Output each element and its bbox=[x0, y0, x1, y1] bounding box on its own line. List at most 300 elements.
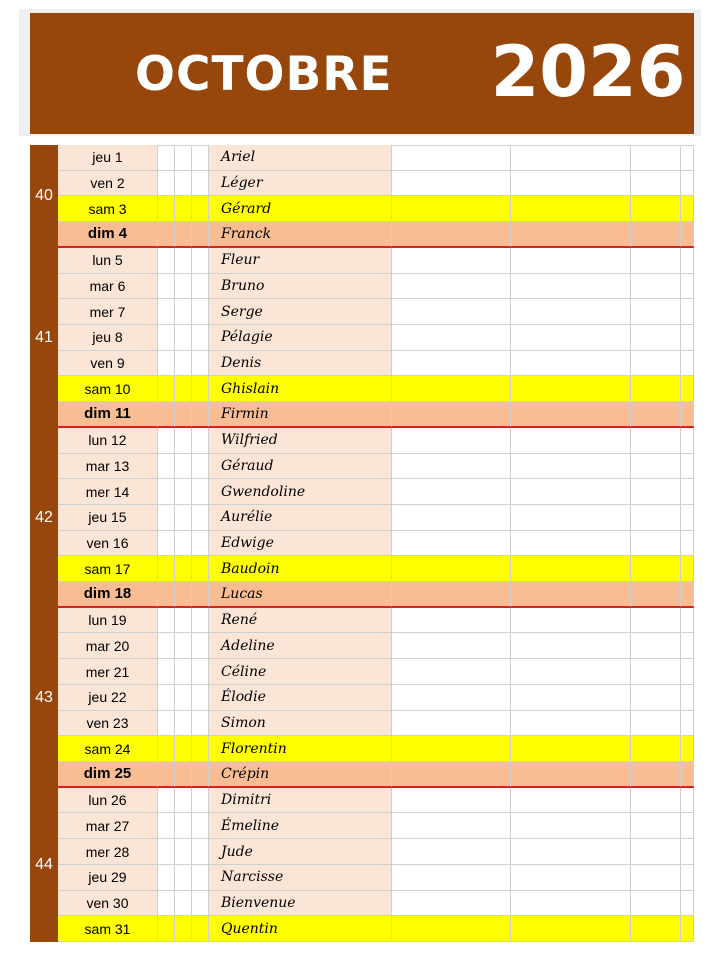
day-row bbox=[58, 659, 694, 685]
note-cell[interactable] bbox=[681, 556, 694, 582]
note-cell[interactable] bbox=[631, 222, 681, 247]
note-cell[interactable] bbox=[631, 839, 681, 865]
note-cell[interactable] bbox=[192, 325, 209, 351]
note-cell[interactable] bbox=[511, 274, 631, 300]
note-cell[interactable] bbox=[175, 222, 192, 247]
note-cell[interactable] bbox=[392, 736, 511, 762]
note-cell[interactable] bbox=[192, 685, 209, 711]
note-cell[interactable] bbox=[511, 376, 631, 402]
note-cell[interactable] bbox=[175, 685, 192, 711]
note-cell[interactable] bbox=[158, 274, 175, 300]
note-cell[interactable] bbox=[392, 608, 511, 634]
note-cell[interactable] bbox=[175, 531, 192, 557]
note-cell[interactable] bbox=[511, 659, 631, 685]
day-row bbox=[58, 711, 694, 737]
note-cell[interactable] bbox=[511, 428, 631, 454]
calendar-header bbox=[30, 13, 694, 134]
note-cell[interactable] bbox=[631, 685, 681, 711]
note-cell[interactable] bbox=[511, 685, 631, 711]
note-cell[interactable] bbox=[158, 505, 175, 531]
note-cell[interactable] bbox=[158, 762, 175, 787]
note-cell[interactable] bbox=[175, 351, 192, 377]
note-cell[interactable] bbox=[158, 531, 175, 557]
note-cell[interactable] bbox=[511, 531, 631, 557]
note-cell[interactable] bbox=[511, 248, 631, 274]
note-cell[interactable] bbox=[392, 376, 511, 402]
note-cell[interactable] bbox=[681, 145, 694, 171]
day-row bbox=[58, 839, 694, 865]
day-label: lun 26 bbox=[58, 788, 158, 814]
note-cell[interactable] bbox=[631, 171, 681, 197]
note-cell[interactable] bbox=[158, 788, 175, 814]
note-cell[interactable] bbox=[158, 402, 175, 427]
day-row bbox=[58, 788, 694, 814]
note-cell[interactable] bbox=[192, 428, 209, 454]
saint-name: Franck bbox=[209, 222, 392, 247]
note-cell[interactable] bbox=[631, 582, 681, 607]
note-cell[interactable] bbox=[175, 274, 192, 300]
note-cell[interactable] bbox=[681, 608, 694, 634]
note-cell[interactable] bbox=[175, 891, 192, 917]
note-cell[interactable] bbox=[392, 531, 511, 557]
note-cell[interactable] bbox=[392, 659, 511, 685]
day-label: jeu 8 bbox=[58, 325, 158, 351]
note-cell[interactable] bbox=[392, 454, 511, 480]
note-cell[interactable] bbox=[392, 248, 511, 274]
note-cell[interactable] bbox=[681, 762, 694, 787]
note-cell[interactable] bbox=[192, 788, 209, 814]
note-cell[interactable] bbox=[158, 839, 175, 865]
saint-name: Ariel bbox=[209, 145, 392, 171]
note-cell[interactable] bbox=[681, 402, 694, 427]
day-label: sam 17 bbox=[58, 556, 158, 582]
note-cell[interactable] bbox=[392, 813, 511, 839]
note-cell[interactable] bbox=[392, 891, 511, 917]
day-row bbox=[58, 376, 694, 402]
note-cell[interactable] bbox=[392, 685, 511, 711]
note-cell[interactable] bbox=[158, 325, 175, 351]
note-cell[interactable] bbox=[158, 556, 175, 582]
note-cell[interactable] bbox=[631, 736, 681, 762]
saint-name: Edwige bbox=[209, 531, 392, 557]
note-cell[interactable] bbox=[192, 531, 209, 557]
note-cell[interactable] bbox=[511, 891, 631, 917]
note-cell[interactable] bbox=[681, 916, 694, 942]
day-label: dim 25 bbox=[58, 762, 158, 787]
day-label: mar 27 bbox=[58, 813, 158, 839]
note-cell[interactable] bbox=[392, 582, 511, 607]
note-cell[interactable] bbox=[175, 171, 192, 197]
day-label: mar 6 bbox=[58, 274, 158, 300]
note-cell[interactable] bbox=[192, 736, 209, 762]
note-cell[interactable] bbox=[511, 505, 631, 531]
day-label: ven 16 bbox=[58, 531, 158, 557]
day-label: mer 7 bbox=[58, 299, 158, 325]
note-cell[interactable] bbox=[175, 711, 192, 737]
note-cell[interactable] bbox=[192, 865, 209, 891]
note-cell[interactable] bbox=[158, 736, 175, 762]
note-cell[interactable] bbox=[158, 916, 175, 942]
day-label: mer 14 bbox=[58, 479, 158, 505]
note-cell[interactable] bbox=[175, 248, 192, 274]
day-row bbox=[58, 582, 694, 608]
week-number: 43 bbox=[30, 608, 58, 788]
week-number: 41 bbox=[30, 248, 58, 428]
day-label: sam 24 bbox=[58, 736, 158, 762]
note-cell[interactable] bbox=[631, 299, 681, 325]
note-cell[interactable] bbox=[192, 582, 209, 607]
note-cell[interactable] bbox=[392, 222, 511, 247]
day-row bbox=[58, 248, 694, 274]
note-cell[interactable] bbox=[631, 196, 681, 222]
note-cell[interactable] bbox=[175, 839, 192, 865]
note-cell[interactable] bbox=[175, 505, 192, 531]
note-cell[interactable] bbox=[681, 171, 694, 197]
note-cell[interactable] bbox=[631, 633, 681, 659]
day-row bbox=[58, 685, 694, 711]
day-label: mer 28 bbox=[58, 839, 158, 865]
note-cell[interactable] bbox=[631, 351, 681, 377]
note-cell[interactable] bbox=[511, 916, 631, 942]
note-cell[interactable] bbox=[681, 685, 694, 711]
note-cell[interactable] bbox=[681, 351, 694, 377]
note-cell[interactable] bbox=[192, 711, 209, 737]
note-cell[interactable] bbox=[681, 222, 694, 247]
saint-name: René bbox=[209, 608, 392, 634]
note-cell[interactable] bbox=[631, 608, 681, 634]
note-cell[interactable] bbox=[392, 788, 511, 814]
note-cell[interactable] bbox=[631, 145, 681, 171]
note-cell[interactable] bbox=[681, 299, 694, 325]
note-cell[interactable] bbox=[158, 196, 175, 222]
note-cell[interactable] bbox=[175, 633, 192, 659]
day-label: ven 2 bbox=[58, 171, 158, 197]
note-cell[interactable] bbox=[175, 402, 192, 427]
note-cell[interactable] bbox=[158, 248, 175, 274]
note-cell[interactable] bbox=[392, 145, 511, 171]
note-cell[interactable] bbox=[392, 274, 511, 300]
saint-name: Crépin bbox=[209, 762, 392, 787]
saint-name: Pélagie bbox=[209, 325, 392, 351]
saint-name: Aurélie bbox=[209, 505, 392, 531]
day-label: mar 13 bbox=[58, 454, 158, 480]
day-row bbox=[58, 299, 694, 325]
note-cell[interactable] bbox=[511, 736, 631, 762]
day-row bbox=[58, 222, 694, 248]
month-title: OCTOBRE bbox=[135, 47, 393, 102]
note-cell[interactable] bbox=[158, 685, 175, 711]
note-cell[interactable] bbox=[392, 505, 511, 531]
note-cell[interactable] bbox=[175, 196, 192, 222]
note-cell[interactable] bbox=[681, 376, 694, 402]
note-cell[interactable] bbox=[681, 891, 694, 917]
day-label: lun 12 bbox=[58, 428, 158, 454]
note-cell[interactable] bbox=[392, 428, 511, 454]
note-cell[interactable] bbox=[681, 325, 694, 351]
note-cell[interactable] bbox=[175, 582, 192, 607]
note-cell[interactable] bbox=[192, 891, 209, 917]
note-cell[interactable] bbox=[681, 196, 694, 222]
note-cell[interactable] bbox=[192, 299, 209, 325]
note-cell[interactable] bbox=[511, 325, 631, 351]
note-cell[interactable] bbox=[681, 633, 694, 659]
note-cell[interactable] bbox=[175, 556, 192, 582]
note-cell[interactable] bbox=[631, 865, 681, 891]
note-cell[interactable] bbox=[631, 274, 681, 300]
note-cell[interactable] bbox=[192, 813, 209, 839]
day-label: ven 23 bbox=[58, 711, 158, 737]
note-cell[interactable] bbox=[511, 556, 631, 582]
note-cell[interactable] bbox=[392, 839, 511, 865]
note-cell[interactable] bbox=[511, 299, 631, 325]
note-cell[interactable] bbox=[511, 171, 631, 197]
note-cell[interactable] bbox=[511, 479, 631, 505]
day-label: lun 5 bbox=[58, 248, 158, 274]
note-cell[interactable] bbox=[681, 428, 694, 454]
day-row bbox=[58, 865, 694, 891]
note-cell[interactable] bbox=[192, 351, 209, 377]
note-cell[interactable] bbox=[392, 299, 511, 325]
note-cell[interactable] bbox=[511, 865, 631, 891]
day-label: ven 30 bbox=[58, 891, 158, 917]
note-cell[interactable] bbox=[681, 531, 694, 557]
note-cell[interactable] bbox=[192, 479, 209, 505]
note-cell[interactable] bbox=[631, 556, 681, 582]
note-cell[interactable] bbox=[392, 711, 511, 737]
note-cell[interactable] bbox=[392, 556, 511, 582]
note-cell[interactable] bbox=[175, 145, 192, 171]
day-label: dim 4 bbox=[58, 222, 158, 247]
note-cell[interactable] bbox=[392, 402, 511, 427]
note-cell[interactable] bbox=[192, 145, 209, 171]
note-cell[interactable] bbox=[631, 479, 681, 505]
note-cell[interactable] bbox=[681, 839, 694, 865]
note-cell[interactable] bbox=[631, 376, 681, 402]
saint-name: Ghislain bbox=[209, 376, 392, 402]
note-cell[interactable] bbox=[175, 736, 192, 762]
note-cell[interactable] bbox=[192, 222, 209, 247]
note-cell[interactable] bbox=[158, 633, 175, 659]
saint-name: Géraud bbox=[209, 454, 392, 480]
note-cell[interactable] bbox=[392, 865, 511, 891]
note-cell[interactable] bbox=[158, 711, 175, 737]
note-cell[interactable] bbox=[192, 248, 209, 274]
note-cell[interactable] bbox=[392, 633, 511, 659]
note-cell[interactable] bbox=[631, 428, 681, 454]
note-cell[interactable] bbox=[631, 325, 681, 351]
day-label: sam 10 bbox=[58, 376, 158, 402]
saint-name: Serge bbox=[209, 299, 392, 325]
saint-name: Wilfried bbox=[209, 428, 392, 454]
note-cell[interactable] bbox=[175, 479, 192, 505]
note-cell[interactable] bbox=[192, 762, 209, 787]
note-cell[interactable] bbox=[681, 479, 694, 505]
note-cell[interactable] bbox=[681, 813, 694, 839]
note-cell[interactable] bbox=[192, 505, 209, 531]
note-cell[interactable] bbox=[175, 376, 192, 402]
day-row bbox=[58, 813, 694, 839]
note-cell[interactable] bbox=[511, 633, 631, 659]
note-cell[interactable] bbox=[392, 479, 511, 505]
saint-name: Léger bbox=[209, 171, 392, 197]
note-cell[interactable] bbox=[511, 222, 631, 247]
note-cell[interactable] bbox=[175, 299, 192, 325]
note-cell[interactable] bbox=[158, 454, 175, 480]
note-cell[interactable] bbox=[511, 813, 631, 839]
note-cell[interactable] bbox=[175, 788, 192, 814]
note-cell[interactable] bbox=[511, 711, 631, 737]
note-cell[interactable] bbox=[631, 813, 681, 839]
note-cell[interactable] bbox=[392, 325, 511, 351]
note-cell[interactable] bbox=[175, 865, 192, 891]
note-cell[interactable] bbox=[681, 582, 694, 607]
week-number: 42 bbox=[30, 428, 58, 608]
note-cell[interactable] bbox=[192, 454, 209, 480]
note-cell[interactable] bbox=[192, 608, 209, 634]
note-cell[interactable] bbox=[158, 222, 175, 247]
note-cell[interactable] bbox=[631, 891, 681, 917]
note-cell[interactable] bbox=[681, 274, 694, 300]
note-cell[interactable] bbox=[175, 813, 192, 839]
note-cell[interactable] bbox=[511, 582, 631, 607]
note-cell[interactable] bbox=[175, 659, 192, 685]
saint-name: Fleur bbox=[209, 248, 392, 274]
note-cell[interactable] bbox=[511, 402, 631, 427]
day-label: sam 31 bbox=[58, 916, 158, 942]
note-cell[interactable] bbox=[631, 711, 681, 737]
day-label: dim 18 bbox=[58, 582, 158, 607]
day-row bbox=[58, 531, 694, 557]
week-number: 40 bbox=[30, 145, 58, 248]
saint-name: Simon bbox=[209, 711, 392, 737]
note-cell[interactable] bbox=[192, 659, 209, 685]
note-cell[interactable] bbox=[158, 659, 175, 685]
saint-name: Élodie bbox=[209, 685, 392, 711]
saint-name: Bruno bbox=[209, 274, 392, 300]
note-cell[interactable] bbox=[631, 659, 681, 685]
note-cell[interactable] bbox=[175, 608, 192, 634]
day-row bbox=[58, 505, 694, 531]
note-cell[interactable] bbox=[392, 762, 511, 787]
note-cell[interactable] bbox=[681, 788, 694, 814]
note-cell[interactable] bbox=[175, 762, 192, 787]
note-cell[interactable] bbox=[631, 788, 681, 814]
day-label: lun 19 bbox=[58, 608, 158, 634]
note-cell[interactable] bbox=[511, 788, 631, 814]
day-label: jeu 1 bbox=[58, 145, 158, 171]
note-cell[interactable] bbox=[175, 916, 192, 942]
note-cell[interactable] bbox=[511, 351, 631, 377]
note-cell[interactable] bbox=[158, 299, 175, 325]
note-cell[interactable] bbox=[192, 171, 209, 197]
note-cell[interactable] bbox=[192, 274, 209, 300]
note-cell[interactable] bbox=[681, 454, 694, 480]
day-row bbox=[58, 325, 694, 351]
note-cell[interactable] bbox=[631, 531, 681, 557]
note-cell[interactable] bbox=[175, 454, 192, 480]
calendar-grid bbox=[30, 145, 694, 942]
note-cell[interactable] bbox=[158, 479, 175, 505]
note-cell[interactable] bbox=[511, 608, 631, 634]
day-row bbox=[58, 736, 694, 762]
day-row bbox=[58, 351, 694, 377]
note-cell[interactable] bbox=[681, 865, 694, 891]
day-row bbox=[58, 633, 694, 659]
note-cell[interactable] bbox=[158, 865, 175, 891]
year-title: 2026 bbox=[490, 31, 686, 113]
note-cell[interactable] bbox=[158, 891, 175, 917]
note-cell[interactable] bbox=[392, 196, 511, 222]
note-cell[interactable] bbox=[158, 582, 175, 607]
note-cell[interactable] bbox=[631, 762, 681, 787]
note-cell[interactable] bbox=[158, 428, 175, 454]
note-cell[interactable] bbox=[392, 351, 511, 377]
note-cell[interactable] bbox=[158, 351, 175, 377]
note-cell[interactable] bbox=[511, 839, 631, 865]
note-cell[interactable] bbox=[192, 556, 209, 582]
note-cell[interactable] bbox=[681, 736, 694, 762]
day-label: ven 9 bbox=[58, 351, 158, 377]
day-label: jeu 22 bbox=[58, 685, 158, 711]
note-cell[interactable] bbox=[158, 376, 175, 402]
note-cell[interactable] bbox=[681, 505, 694, 531]
note-cell[interactable] bbox=[511, 145, 631, 171]
note-cell[interactable] bbox=[681, 711, 694, 737]
note-cell[interactable] bbox=[158, 608, 175, 634]
saint-name: Narcisse bbox=[209, 865, 392, 891]
saint-name: Denis bbox=[209, 351, 392, 377]
note-cell[interactable] bbox=[631, 454, 681, 480]
day-label: sam 3 bbox=[58, 196, 158, 222]
saint-name: Quentin bbox=[209, 916, 392, 942]
day-label: dim 11 bbox=[58, 402, 158, 427]
note-cell[interactable] bbox=[511, 762, 631, 787]
note-cell[interactable] bbox=[392, 916, 511, 942]
note-cell[interactable] bbox=[511, 454, 631, 480]
note-cell[interactable] bbox=[175, 325, 192, 351]
saint-name: Florentin bbox=[209, 736, 392, 762]
note-cell[interactable] bbox=[631, 916, 681, 942]
note-cell[interactable] bbox=[392, 171, 511, 197]
note-cell[interactable] bbox=[192, 839, 209, 865]
note-cell[interactable] bbox=[631, 402, 681, 427]
note-cell[interactable] bbox=[631, 248, 681, 274]
note-cell[interactable] bbox=[681, 248, 694, 274]
saint-name: Gwendoline bbox=[209, 479, 392, 505]
note-cell[interactable] bbox=[158, 171, 175, 197]
note-cell[interactable] bbox=[192, 376, 209, 402]
note-cell[interactable] bbox=[158, 813, 175, 839]
note-cell[interactable] bbox=[192, 916, 209, 942]
saint-name: Jude bbox=[209, 839, 392, 865]
note-cell[interactable] bbox=[175, 428, 192, 454]
note-cell[interactable] bbox=[681, 659, 694, 685]
day-label: jeu 15 bbox=[58, 505, 158, 531]
note-cell[interactable] bbox=[192, 402, 209, 427]
note-cell[interactable] bbox=[631, 505, 681, 531]
note-cell[interactable] bbox=[158, 145, 175, 171]
note-cell[interactable] bbox=[192, 633, 209, 659]
day-row bbox=[58, 454, 694, 480]
saint-name: Dimitri bbox=[209, 788, 392, 814]
day-row bbox=[58, 145, 694, 171]
day-label: mer 21 bbox=[58, 659, 158, 685]
day-row bbox=[58, 608, 694, 634]
note-cell[interactable] bbox=[511, 196, 631, 222]
day-row bbox=[58, 402, 694, 428]
note-cell[interactable] bbox=[192, 196, 209, 222]
day-row bbox=[58, 556, 694, 582]
